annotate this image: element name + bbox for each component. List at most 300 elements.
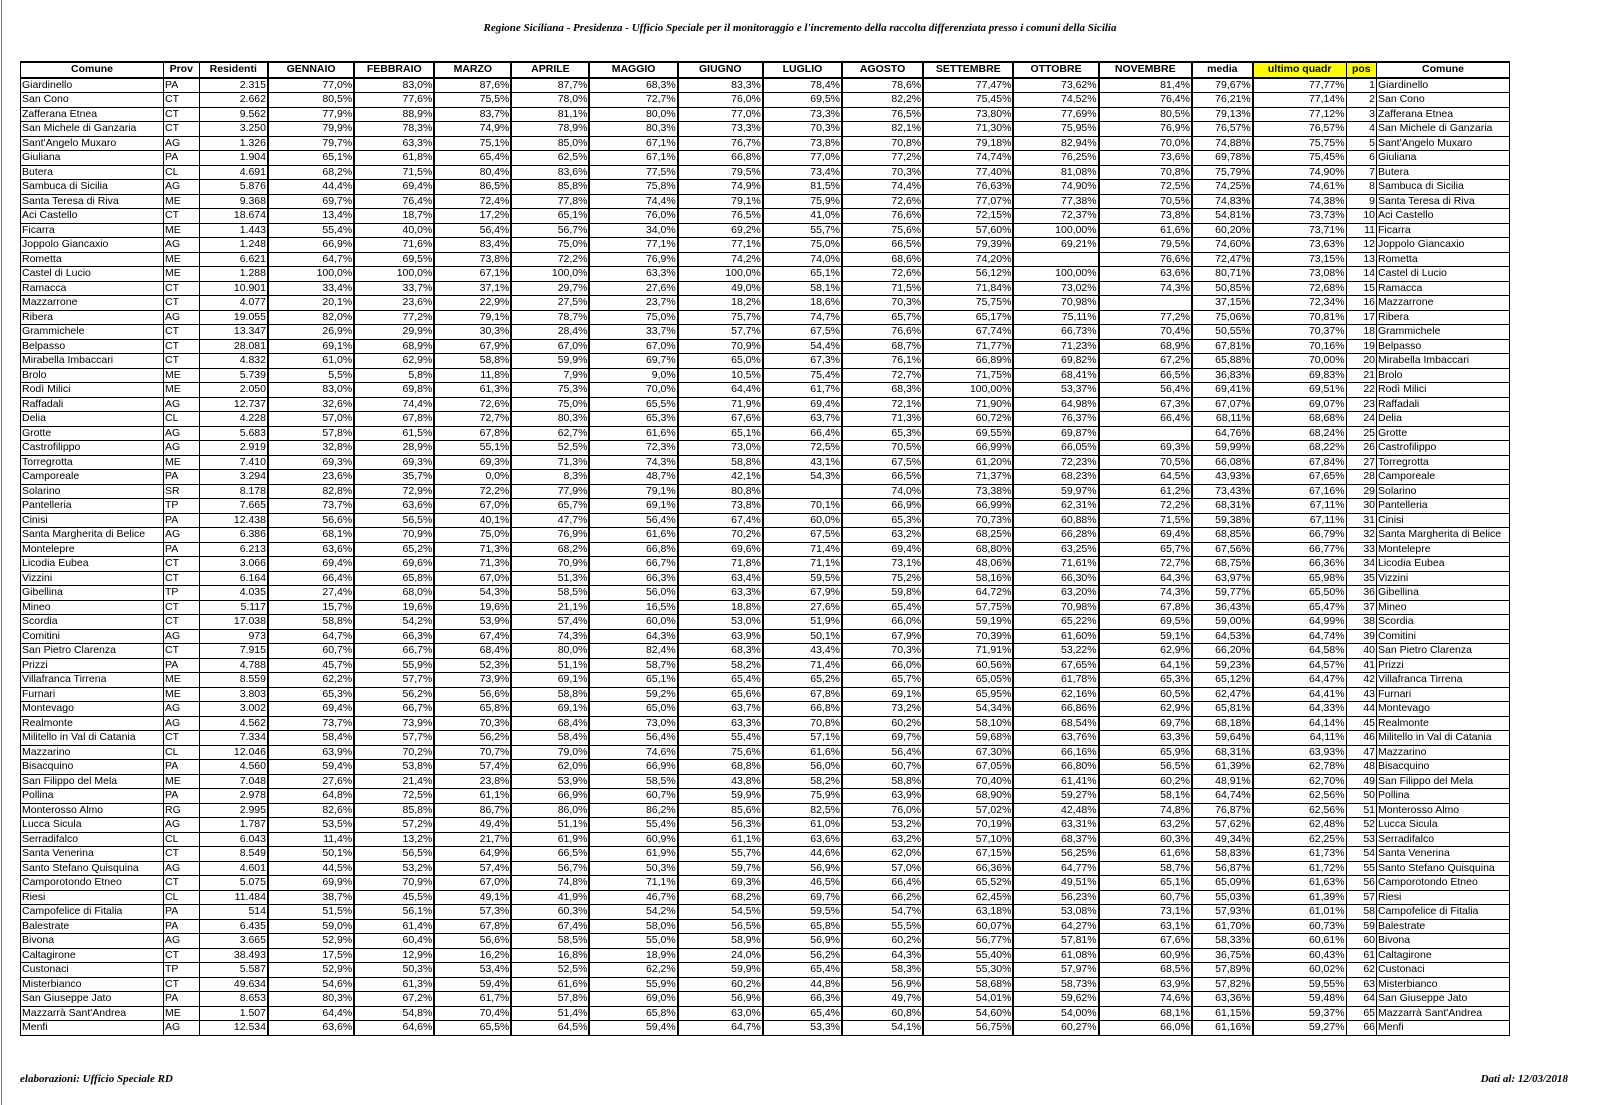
table-cell: 61,7% (763, 383, 842, 398)
table-row (21, 847, 1510, 862)
table-cell: 77,8% (511, 194, 589, 209)
table-cell: 61,20% (923, 455, 1013, 470)
table-cell: 56,4% (1099, 383, 1192, 398)
table-row (21, 861, 1510, 876)
footer-date: Dati al: 12/03/2018 (1480, 1073, 1568, 1085)
table-cell: 61,5% (354, 426, 434, 441)
table-cell: 64,7% (268, 252, 354, 267)
table-cell: 64,33% (1253, 702, 1346, 717)
table-cell: 68,9% (354, 339, 434, 354)
table-cell: 100,00% (1013, 223, 1098, 238)
table-row (21, 310, 1510, 325)
table-cell: 58,5% (511, 586, 589, 601)
table-cell: 68,6% (842, 252, 923, 267)
table-cell: 34,0% (589, 223, 677, 238)
table-cell: Gibellina (21, 586, 164, 601)
table-cell: 81,5% (763, 180, 842, 195)
table-row (21, 238, 1510, 253)
table-cell: 65,7% (842, 673, 923, 688)
table-cell: 83,7% (434, 107, 511, 122)
table-cell: 61,63% (1253, 876, 1346, 891)
table-cell: PA (164, 78, 200, 93)
header-agosto: AGOSTO (842, 62, 923, 78)
header-gennaio: GENNAIO (268, 62, 354, 78)
table-cell: 65,4% (842, 600, 923, 615)
table-cell: 63,2% (1099, 818, 1192, 833)
table-cell: ME (164, 673, 200, 688)
table-cell: 61,15% (1192, 1006, 1253, 1021)
table-cell: 86,5% (434, 180, 511, 195)
table-cell: 44,6% (763, 847, 842, 862)
table-cell: 70,98% (1013, 296, 1098, 311)
table-cell: 7.334 (199, 731, 268, 746)
table-cell: 63,93% (1253, 745, 1346, 760)
table-cell: 5.683 (199, 426, 268, 441)
table-cell: ME (164, 687, 200, 702)
table-cell: 75,95% (1013, 122, 1098, 137)
table-cell: 63,97% (1192, 571, 1253, 586)
table-cell: 42 (1346, 673, 1376, 688)
table-cell: 20,1% (268, 296, 354, 311)
table-cell: 3 (1346, 107, 1376, 122)
table-cell: 57,0% (842, 861, 923, 876)
table-row (21, 412, 1510, 427)
table-cell: 56,5% (354, 847, 434, 862)
table-cell: 5.876 (199, 180, 268, 195)
table-cell: Camporotondo Etneo (21, 876, 164, 891)
table-cell: 74,4% (589, 194, 677, 209)
table-cell: 77,07% (923, 194, 1013, 209)
table-cell: 55,9% (589, 977, 677, 992)
table-cell: 71,61% (1013, 557, 1098, 572)
table-cell: 67,4% (511, 919, 589, 934)
table-cell: 49,4% (434, 818, 511, 833)
table-cell: 61,0% (763, 818, 842, 833)
table-cell: 15 (1346, 281, 1376, 296)
table-cell: 67,8% (1099, 600, 1192, 615)
table-cell: 70,19% (923, 818, 1013, 833)
table-cell: Mineo (21, 600, 164, 615)
table-cell: 59,37% (1253, 1006, 1346, 1021)
table-cell: 46,7% (589, 890, 677, 905)
table-cell: 74,3% (511, 629, 589, 644)
table-cell: TP (164, 586, 200, 601)
table-cell: 1.288 (199, 267, 268, 282)
table-cell: CT (164, 209, 200, 224)
table-cell: 63,0% (678, 1006, 763, 1021)
table-cell: 32,8% (268, 441, 354, 456)
table-cell: 63,6% (268, 1021, 354, 1036)
table-cell: Villafranca Tirrena (21, 673, 164, 688)
table-cell: Camporotondo Etneo (1377, 876, 1510, 891)
table-cell: 100,00% (923, 383, 1013, 398)
table-cell: 1.443 (199, 223, 268, 238)
table-cell: 60,7% (842, 760, 923, 775)
table-cell: 34 (1346, 557, 1376, 572)
table-cell: 53,08% (1013, 905, 1098, 920)
table-cell: Mirabella Imbaccari (21, 354, 164, 369)
table-cell: 65,4% (434, 151, 511, 166)
table-cell: 77,0% (678, 107, 763, 122)
table-cell: 58,9% (678, 934, 763, 949)
table-cell: 66,28% (1013, 528, 1098, 543)
table-cell: 66,80% (1013, 760, 1098, 775)
table-cell: 69,82% (1013, 354, 1098, 369)
table-row (21, 354, 1510, 369)
table-cell: Montelepre (21, 542, 164, 557)
table-cell: 17 (1346, 310, 1376, 325)
table-cell: 65,52% (923, 876, 1013, 891)
table-cell: 24 (1346, 412, 1376, 427)
table-cell: 70,3% (434, 716, 511, 731)
table-cell: 56,6% (434, 687, 511, 702)
table-cell: Serradifalco (1377, 832, 1510, 847)
table-cell: 75,0% (763, 238, 842, 253)
table-cell: 50,85% (1192, 281, 1253, 296)
table-cell: 51,4% (511, 1006, 589, 1021)
table-row (21, 368, 1510, 383)
table-cell: CT (164, 571, 200, 586)
table-cell: 66,0% (842, 615, 923, 630)
table-cell: 59,4% (434, 977, 511, 992)
table-cell: 74,9% (434, 122, 511, 137)
table-cell: 51,1% (511, 818, 589, 833)
table-cell: 74,9% (678, 180, 763, 195)
table-cell: Sant'Angelo Muxaro (21, 136, 164, 151)
table-cell: 56,5% (1099, 760, 1192, 775)
table-cell: 11.484 (199, 890, 268, 905)
table-cell: 67,84% (1253, 455, 1346, 470)
table-cell: 68,3% (678, 644, 763, 659)
table-cell: 75,45% (923, 93, 1013, 108)
table-cell: 64,72% (923, 586, 1013, 601)
table-cell: 71,3% (511, 455, 589, 470)
table-cell: 69,1% (511, 702, 589, 717)
table-cell: 3.294 (199, 470, 268, 485)
table-cell: 56,2% (763, 948, 842, 963)
table-cell: Belpasso (21, 339, 164, 354)
table-cell: 75,2% (842, 571, 923, 586)
table-cell: 71,30% (923, 122, 1013, 137)
table-cell: 65,3% (842, 426, 923, 441)
table-cell: CT (164, 325, 200, 340)
table-row (21, 93, 1510, 108)
table-cell: 63,31% (1013, 818, 1098, 833)
table-cell: 73,38% (923, 484, 1013, 499)
table-cell: 56,0% (763, 760, 842, 775)
table-cell: 75,4% (763, 368, 842, 383)
table-cell: 67,15% (923, 847, 1013, 862)
table-cell: 65,22% (1013, 615, 1098, 630)
table-cell: Giuliana (1377, 151, 1510, 166)
table-cell: 63,1% (1099, 919, 1192, 934)
table-cell: Butera (1377, 165, 1510, 180)
table-cell: Camporeale (21, 470, 164, 485)
table-cell: 72,2% (434, 484, 511, 499)
table-cell: 74,3% (589, 455, 677, 470)
table-cell: 67,0% (511, 339, 589, 354)
table-cell: 77,9% (268, 107, 354, 122)
table-cell: 74,83% (1192, 194, 1253, 209)
table-cell: 6.386 (199, 528, 268, 543)
table-row (21, 441, 1510, 456)
table-cell: 60,07% (923, 919, 1013, 934)
table-cell: 59,38% (1192, 513, 1253, 528)
table-cell: 75,6% (678, 745, 763, 760)
table-cell: 85,0% (511, 136, 589, 151)
table-cell: Santa Margherita di Belice (1377, 528, 1510, 543)
table-cell: 58,33% (1192, 934, 1253, 949)
table-cell: 64,3% (842, 948, 923, 963)
table-cell: 60,61% (1253, 934, 1346, 949)
table-cell: Campofelice di Fitalia (1377, 905, 1510, 920)
table-cell: 61,9% (511, 832, 589, 847)
table-cell: 57,7% (354, 731, 434, 746)
table-cell: 58,3% (842, 963, 923, 978)
table-row (21, 281, 1510, 296)
table-row (21, 571, 1510, 586)
table-cell: 80,4% (434, 165, 511, 180)
table-cell: 67,5% (763, 325, 842, 340)
table-cell: 17.038 (199, 615, 268, 630)
table-cell: 71,9% (678, 397, 763, 412)
table-cell: 64,3% (1099, 571, 1192, 586)
table-cell: 79,18% (923, 136, 1013, 151)
table-cell: 15,7% (268, 600, 354, 615)
table-cell: 67,1% (589, 151, 677, 166)
table-cell: 66,8% (678, 151, 763, 166)
table-cell: 26,9% (268, 325, 354, 340)
table-cell: 43,1% (763, 455, 842, 470)
table-cell: Riesi (21, 890, 164, 905)
table-cell: 65,88% (1192, 354, 1253, 369)
table-cell: 62,0% (511, 760, 589, 775)
table-cell: 59,7% (678, 861, 763, 876)
table-cell: 68,22% (1253, 441, 1346, 456)
table-cell: 71,5% (842, 281, 923, 296)
table-cell: 65,3% (268, 687, 354, 702)
table-cell: 68,2% (268, 165, 354, 180)
table-cell: Sant'Angelo Muxaro (1377, 136, 1510, 151)
table-cell: 68,25% (923, 528, 1013, 543)
table-cell: Grotte (21, 426, 164, 441)
table-cell: 68,11% (1192, 412, 1253, 427)
table-cell: 58,7% (589, 658, 677, 673)
table-cell: PA (164, 658, 200, 673)
table-cell: 66,89% (923, 354, 1013, 369)
table-cell: Realmonte (21, 716, 164, 731)
table-row (21, 818, 1510, 833)
page-title: Regione Siciliana - Presidenza - Ufficio Speciale per il monitoraggio e l'incremento della raccolta differenziata presso i comuni della Sicilia (483, 22, 1117, 34)
table-cell: 62,2% (268, 673, 354, 688)
table-cell: 64,7% (268, 629, 354, 644)
table-cell: 66,5% (842, 470, 923, 485)
table-cell: 56 (1346, 876, 1376, 891)
table-cell: 60,43% (1253, 948, 1346, 963)
table-cell: 82,2% (842, 93, 923, 108)
table-cell: 60,7% (589, 789, 677, 804)
table-cell: 74,74% (923, 151, 1013, 166)
table-cell: 74,0% (842, 484, 923, 499)
table-cell: 22,9% (434, 296, 511, 311)
table-cell (1099, 426, 1192, 441)
table-row (21, 644, 1510, 659)
table-cell: 56,25% (1013, 847, 1098, 862)
table-row (21, 513, 1510, 528)
table-cell: 69,78% (1192, 151, 1253, 166)
table-row (21, 470, 1510, 485)
table-cell: PA (164, 151, 200, 166)
table-cell: ME (164, 267, 200, 282)
table-cell: 19,6% (434, 600, 511, 615)
table-cell: 56,1% (354, 905, 434, 920)
table-cell: 48,7% (589, 470, 677, 485)
table-row (21, 296, 1510, 311)
table-cell: 64,5% (1099, 470, 1192, 485)
table-cell: 56,12% (923, 267, 1013, 282)
table-cell: 61,6% (589, 426, 677, 441)
table-cell: 73,2% (842, 702, 923, 717)
table-cell: 67,1% (589, 136, 677, 151)
table-cell: 76,37% (1013, 412, 1098, 427)
table-cell: 36,83% (1192, 368, 1253, 383)
table-cell: 80,0% (511, 644, 589, 659)
table-cell: 65,05% (923, 673, 1013, 688)
table-cell: 11 (1346, 223, 1376, 238)
table-cell: Santo Stefano Quisquina (21, 861, 164, 876)
table-cell: 53,2% (354, 861, 434, 876)
table-cell: 59,19% (923, 615, 1013, 630)
table-cell: 68,0% (354, 586, 434, 601)
table-cell: 66,3% (589, 571, 677, 586)
table-cell: 60,4% (354, 934, 434, 949)
table-cell: 17,5% (268, 948, 354, 963)
table-cell: 75,45% (1253, 151, 1346, 166)
table-cell: 77,40% (923, 165, 1013, 180)
table-cell: 75,0% (511, 397, 589, 412)
table-cell: 64,7% (678, 1021, 763, 1036)
table-cell: 44,5% (268, 861, 354, 876)
header-pos: pos (1346, 62, 1376, 78)
table-cell: Caltagirone (21, 948, 164, 963)
table-cell: 50,1% (268, 847, 354, 862)
table-cell: 18,6% (763, 296, 842, 311)
table-cell: 57 (1346, 890, 1376, 905)
table-cell: 23,8% (434, 774, 511, 789)
table-cell: 63,7% (763, 412, 842, 427)
table-cell: 33,7% (589, 325, 677, 340)
table-cell: AG (164, 180, 200, 195)
table-cell: 40,0% (354, 223, 434, 238)
table-cell: 52,9% (268, 963, 354, 978)
table-cell: Misterbianco (21, 977, 164, 992)
table-cell: 66,2% (842, 890, 923, 905)
table-cell: 79,13% (1192, 107, 1253, 122)
table-cell: 69,4% (842, 542, 923, 557)
table-cell: 75,79% (1192, 165, 1253, 180)
table-cell: 44,4% (268, 180, 354, 195)
table-cell: Pollina (21, 789, 164, 804)
table-cell: Mazzarino (1377, 745, 1510, 760)
table-cell: 54,01% (923, 992, 1013, 1007)
table-cell: 8.549 (199, 847, 268, 862)
table-cell: Delia (1377, 412, 1510, 427)
table-cell: 55,7% (763, 223, 842, 238)
table-cell: 63,25% (1013, 542, 1098, 557)
table-cell: 67,8% (434, 919, 511, 934)
table-cell: 67,8% (354, 412, 434, 427)
table-cell: 73,3% (763, 107, 842, 122)
table-cell: Furnari (1377, 687, 1510, 702)
table-cell: 83,0% (354, 78, 434, 93)
table-cell: 74,52% (1013, 93, 1098, 108)
header-luglio: LUGLIO (763, 62, 842, 78)
table-cell: 28,4% (511, 325, 589, 340)
table-cell: 56,3% (678, 818, 763, 833)
table-cell: 66,99% (923, 499, 1013, 514)
table-cell: 61,72% (1253, 861, 1346, 876)
table-cell: 3.250 (199, 122, 268, 137)
table-cell: 62,0% (842, 847, 923, 862)
table-row (21, 267, 1510, 282)
table-cell: 57,7% (678, 325, 763, 340)
table-cell: 78,6% (842, 78, 923, 93)
table-cell: 65,1% (268, 151, 354, 166)
table-cell: 54,34% (923, 702, 1013, 717)
table-cell: 67,5% (842, 455, 923, 470)
table-cell: 66,4% (1099, 412, 1192, 427)
table-cell: 58,4% (511, 731, 589, 746)
table-cell: RG (164, 803, 200, 818)
table-cell: 68,1% (268, 528, 354, 543)
table-cell: 4.832 (199, 354, 268, 369)
table-cell: AG (164, 861, 200, 876)
table-cell: Vizzini (1377, 571, 1510, 586)
table-cell: 66,9% (511, 789, 589, 804)
table-cell: 67,05% (923, 760, 1013, 775)
table-cell: 2 (1346, 93, 1376, 108)
table-cell: 64,11% (1253, 731, 1346, 746)
table-cell: 27,6% (589, 281, 677, 296)
table-cell: 63,76% (1013, 731, 1098, 746)
table-cell: 43,8% (678, 774, 763, 789)
table-cell: 49 (1346, 774, 1376, 789)
table-cell: 50 (1346, 789, 1376, 804)
table-cell: 73,9% (354, 716, 434, 731)
table-cell: 73,80% (923, 107, 1013, 122)
table-cell: CT (164, 644, 200, 659)
table-cell: 59 (1346, 919, 1376, 934)
table-cell: 74,90% (1013, 180, 1098, 195)
table-cell: 56,9% (763, 934, 842, 949)
table-cell: 0,0% (434, 470, 511, 485)
table-cell: 71,75% (923, 368, 1013, 383)
table-cell: 69,6% (354, 557, 434, 572)
table-cell: 28.081 (199, 339, 268, 354)
table-cell: 80,3% (268, 992, 354, 1007)
table-cell: 67,6% (678, 412, 763, 427)
table-cell: 1 (1346, 78, 1376, 93)
table-cell: 4.788 (199, 658, 268, 673)
table-cell: 973 (199, 629, 268, 644)
table-cell: 54,8% (354, 1006, 434, 1021)
table-cell: 20 (1346, 354, 1376, 369)
table-cell: 70,3% (842, 296, 923, 311)
table-cell: 62,16% (1013, 687, 1098, 702)
table-cell: CL (164, 890, 200, 905)
table-cell: 71,77% (923, 339, 1013, 354)
table-cell: 6.043 (199, 832, 268, 847)
